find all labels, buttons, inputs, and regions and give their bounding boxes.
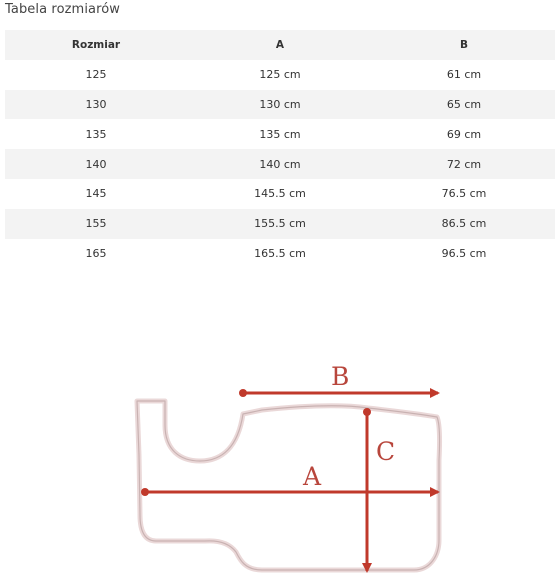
cell-a: 140 cm bbox=[259, 157, 301, 171]
cell-a: 165.5 cm bbox=[254, 246, 306, 260]
size-table bbox=[5, 30, 555, 268]
header-b: B bbox=[459, 38, 468, 51]
cell-b: 61 cm bbox=[446, 68, 482, 82]
cell-b: 76.5 cm bbox=[441, 187, 487, 201]
cell-b: 65 cm bbox=[446, 97, 482, 111]
table-row bbox=[5, 90, 555, 120]
cell-size: 130 bbox=[85, 97, 107, 111]
table-row bbox=[5, 179, 555, 209]
cell-size: 140 bbox=[85, 157, 107, 171]
cell-a: 145.5 cm bbox=[254, 187, 306, 201]
cell-a: 130 cm bbox=[259, 97, 301, 111]
table-row bbox=[5, 239, 555, 269]
table-row bbox=[5, 119, 555, 149]
label-a: A bbox=[303, 462, 322, 491]
page-title: Tabela rozmiarów bbox=[5, 2, 121, 17]
garment-outline bbox=[137, 401, 440, 570]
cell-size: 135 bbox=[85, 127, 107, 141]
cell-b: 86.5 cm bbox=[441, 217, 487, 231]
table-row bbox=[5, 60, 555, 90]
cell-size: 165 bbox=[85, 246, 107, 260]
cell-size: 125 bbox=[85, 68, 107, 82]
table-row bbox=[5, 149, 555, 179]
cell-a: 155.5 cm bbox=[254, 217, 306, 231]
header-size: Rozmiar bbox=[71, 38, 121, 51]
label-b: B bbox=[331, 362, 350, 391]
cell-b: 96.5 cm bbox=[441, 246, 487, 260]
table-row bbox=[5, 209, 555, 239]
garment-measurement-diagram bbox=[0, 355, 557, 586]
cell-a: 125 cm bbox=[259, 68, 301, 82]
cell-b: 69 cm bbox=[446, 127, 482, 141]
label-c: C bbox=[376, 437, 396, 466]
cell-size: 145 bbox=[85, 187, 107, 201]
cell-b: 72 cm bbox=[446, 157, 482, 171]
cell-size: 155 bbox=[85, 217, 107, 231]
cell-a: 135 cm bbox=[259, 127, 301, 141]
header-a: A bbox=[275, 38, 285, 51]
table-header-row bbox=[5, 30, 555, 60]
